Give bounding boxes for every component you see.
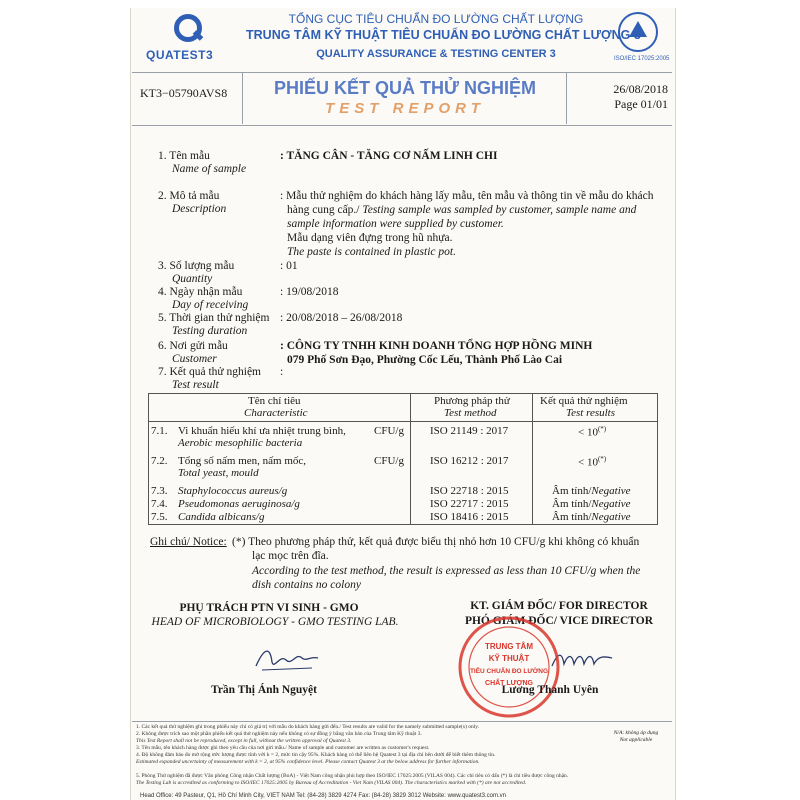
report-code: KT3−05790AVS8: [140, 86, 228, 100]
table-rule: [148, 421, 658, 422]
description-line: Mẫu dạng viên đựng trong hũ nhựa.: [287, 232, 453, 244]
report-date: 26/08/2018: [613, 82, 668, 96]
notice-line: According to the test method, the result is expressed as less than 10 CFU/g when the: [252, 565, 641, 577]
accreditation-seal-icon: [618, 12, 658, 52]
row-number: 7.5.: [151, 511, 168, 523]
description-line: : Mẫu thử nghiệm do khách hàng lấy mẫu, tên mẫu và thông tin về mẫu do khách: [280, 190, 654, 202]
notice-line: lạc mọc trên đĩa.: [252, 550, 329, 562]
field-label-en: Name of sample: [172, 163, 247, 175]
right-signer-name: Lương Thanh Uyên: [501, 684, 599, 696]
triangle-icon: [629, 21, 647, 37]
column-header: Kết quả thử nghiệm: [540, 395, 628, 407]
footer-side-note: [604, 730, 668, 744]
notice-line: dish contains no colony: [252, 579, 361, 591]
test-result: [578, 455, 606, 469]
footer-note: The Testing Lab is accredited as conforming to ISO/IEC 17025:2005 by Bureau of Accreditation - Viet Nam (VILAS 004). The characteristics marked with (*) are not accredited.: [136, 780, 527, 786]
table-rule: [532, 393, 533, 525]
receive-date-value: : 19/08/2018: [280, 286, 339, 298]
test-result: [552, 485, 631, 497]
stamp-line: CHẤT LƯỢNG: [485, 680, 533, 687]
row-number: 7.4.: [151, 498, 168, 510]
footer-note: This Test Report shall not be reproduced, except in full, without the written approval of Quatest 3.: [136, 738, 352, 744]
footer-address: Head Office: 49 Pasteur, Q1, Hồ Chí Minh City, VIET NAM Tel: (84-28) 3829 4274 Fax: (84-28) 3829 3012 Website: www.quatest3.com.vn: [140, 793, 506, 799]
logo-mark-icon: [174, 14, 202, 42]
unit: CFU/g: [374, 455, 404, 467]
characteristic-name: Pseudomonas aeruginosa/g: [178, 498, 300, 510]
notice-label-text: Ghi chú/ Notice:: [150, 536, 227, 548]
table-rule: [657, 393, 658, 525]
side-note-vi: N/A: không áp dụng: [613, 730, 659, 736]
test-result: [552, 498, 631, 510]
test-duration-value: : 20/08/2018 – 26/08/2018: [280, 312, 403, 324]
accredited-mark: (*): [597, 455, 607, 463]
result-en: Negative: [591, 511, 631, 523]
left-signer-title: PHỤ TRÁCH PTN VI SINH - GMO: [179, 602, 359, 614]
test-result: [578, 425, 606, 439]
field-label-en: Quantity: [172, 273, 213, 285]
test-method: ISO 22718 : 2015: [430, 485, 509, 497]
org-line-2: TRUNG TÂM KỸ THUẬT TIÊU CHUẨN ĐO LƯỜNG CHẤT LƯỢNG 3: [246, 28, 641, 42]
field-label-en: Testing duration: [172, 325, 248, 337]
right-signer-title-2: PHÓ GIÁM ĐỐC/ VICE DIRECTOR: [464, 615, 654, 627]
field-label-en: Day of receiving: [172, 299, 249, 311]
description-line: [287, 204, 636, 216]
report-title-en: TEST REPORT: [325, 100, 485, 117]
quatest3-logo: [146, 14, 232, 66]
row-number: 7.3.: [151, 485, 168, 497]
accredited-mark: (*): [597, 425, 607, 433]
notice-line: (*) Theo phương pháp thử, kết quả được biểu thị nhỏ hơn 10 CFU/g khi không có khuẩn: [232, 536, 640, 548]
side-note-en: Not applicable: [619, 737, 653, 743]
table-rule: [148, 393, 149, 525]
footer-note: 5. Phòng Thử nghiệm đã được Văn phòng Công nhận Chất lượng (BoA) - Việt Nam công nhận phù hợp theo ISO/IEC 17025:2005 (VILAS 004). Các chỉ tiêu có dấu (*) là chỉ tiêu được công nhận.: [136, 773, 569, 779]
field-label: 7. Kết quả thử nghiệm: [158, 366, 262, 378]
description-line: The paste is contained in plastic pot.: [287, 246, 456, 258]
result-vi: Âm tính/: [552, 511, 592, 523]
result-vi: Âm tính/: [552, 485, 592, 497]
customer-name: : CÔNG TY TNHH KINH DOANH TỔNG HỢP HỒNG MINH: [280, 340, 593, 352]
characteristic-name: Candida albicans/g: [178, 511, 265, 523]
org-line-1: TỔNG CỤC TIÊU CHUẨN ĐO LƯỜNG CHẤT LƯỢNG: [288, 12, 584, 26]
test-method: ISO 22717 : 2015: [430, 498, 509, 510]
footer-note: 2. Không được trích sao một phần phiếu kết quả thử nghiệm này nếu không có sự đồng ý bằng văn bản của Trung tâm Kỹ thuật 3.: [136, 731, 422, 737]
report-header: [130, 8, 674, 72]
report-title-vi: PHIẾU KẾT QUẢ THỬ NGHIỆM: [274, 78, 536, 98]
result-value: < 10: [578, 426, 598, 439]
result-vi: Âm tính/: [552, 498, 592, 510]
title-divider: [242, 72, 243, 124]
characteristic-name: Tổng số nấm men, nấm mốc,: [178, 455, 307, 467]
page-number: Page 01/01: [614, 97, 668, 111]
footer-note: Estimated expanded uncertainty of measurement with k = 2, at 95% confidence level. Please contact Quatest 3 at the below address for further information.: [136, 759, 480, 765]
field-label: 6. Nơi gửi mẫu: [158, 340, 228, 352]
table-rule: [410, 393, 411, 525]
characteristic-name-en: Aerobic mesophilic bacteria: [178, 437, 303, 449]
description-vi: hàng cung cấp./: [287, 204, 360, 216]
result-en: Negative: [591, 485, 631, 497]
quantity-value: : 01: [280, 260, 298, 272]
table-rule: [148, 393, 658, 394]
title-divider: [566, 72, 567, 124]
test-method: ISO 18416 : 2015: [430, 511, 509, 523]
footer-note: 3. Tên mẫu, tên khách hàng được ghi theo yêu cầu của nơi gửi mẫu./ Name of sample and customer are written as customer's request.: [136, 745, 430, 751]
notice-label: [150, 536, 227, 548]
left-signature-icon: [252, 640, 322, 676]
field-label: 3. Số lượng mẫu: [158, 260, 235, 272]
table-rule: [148, 524, 658, 525]
unit: CFU/g: [374, 425, 404, 437]
stamp-line: TRUNG TÂM: [485, 642, 533, 651]
stamp-line: KỸ THUẬT: [488, 654, 530, 663]
left-signer-name: Trần Thị Ánh Nguyệt: [211, 684, 317, 696]
characteristic-name: Staphylococcus aureus/g: [178, 485, 288, 497]
test-method: ISO 16212 : 2017: [430, 455, 509, 467]
stamp-line: TIÊU CHUẨN ĐO LƯỜNG: [469, 668, 549, 675]
footer-note: 4. Độ không đảm bảo đo mở rộng ước lượng được tính với k = 2, mức tin cậy 95%. Khách hàng có thể liên hệ Quatest 3 tại địa chỉ bên dưới để biết thêm thông tin.: [136, 752, 496, 758]
row-number: 7.2.: [151, 455, 168, 467]
results-table: [148, 393, 658, 525]
field-label-en: Customer: [172, 353, 217, 365]
column-header-en: Test method: [444, 407, 497, 419]
test-result-colon: :: [280, 366, 284, 378]
left-signer-title-en: HEAD OF MICROBIOLOGY - GMO TESTING LAB.: [151, 616, 399, 628]
field-label-en: Test result: [172, 379, 219, 391]
test-method: ISO 21149 : 2017: [430, 425, 509, 437]
characteristic-name: Vi khuẩn hiếu khí ưa nhiệt trung bình,: [178, 425, 346, 437]
field-label: 4. Ngày nhận mẫu: [158, 286, 243, 298]
test-result: [552, 511, 631, 523]
result-en: Negative: [591, 498, 631, 510]
official-stamp-icon: [457, 615, 561, 719]
sample-name: : TĂNG CÂN - TĂNG CƠ NẤM LINH CHI: [280, 150, 498, 162]
column-header-en: Test results: [566, 407, 616, 419]
characteristic-name-en: Total yeast, mould: [178, 467, 259, 479]
footer-note: 1. Các kết quả thử nghiệm ghi trong phiếu này chỉ có giá trị với mẫu do khách hàng gửi đến./ Test results are valid for the namely submitted sample(s) only.: [136, 724, 479, 730]
org-line-3: QUALITY ASSURANCE & TESTING CENTER 3: [316, 48, 556, 60]
result-value: < 10: [578, 456, 598, 469]
row-number: 7.1.: [151, 425, 168, 437]
field-label: 1. Tên mẫu: [158, 150, 210, 162]
right-signer-title: KT. GIÁM ĐỐC/ FOR DIRECTOR: [470, 600, 648, 612]
customer-address: 079 Phố Sơn Đạo, Phường Cốc Lếu, Thành Phố Lào Cai: [287, 354, 563, 366]
field-label: 2. Mô tả mẫu: [158, 190, 220, 202]
description-line: sample information were supplied by customer.: [287, 218, 504, 230]
field-label-en: Description: [172, 203, 227, 215]
column-header: Tên chỉ tiêu: [248, 395, 301, 407]
description-en: Testing sample was sampled by customer, sample name and: [359, 204, 637, 216]
column-header-en: Characteristic: [244, 407, 308, 419]
column-header: Phương pháp thử: [434, 395, 510, 407]
footer-rule: [132, 721, 672, 722]
accreditation-text: ISO/IEC 17025:2005: [614, 56, 670, 62]
logo-text: QUATEST3: [146, 48, 214, 62]
field-label: 5. Thời gian thử nghiệm: [158, 312, 270, 324]
